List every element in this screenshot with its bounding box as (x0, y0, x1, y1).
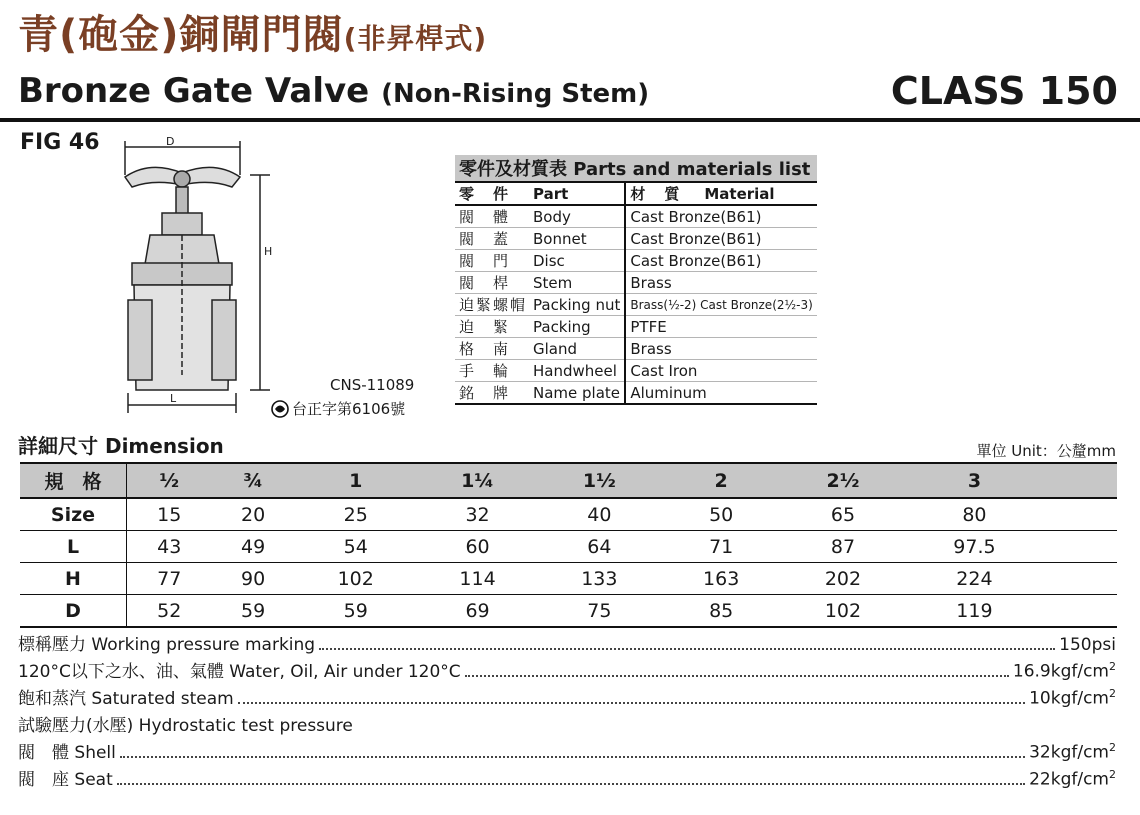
size-header-cell: ½ (127, 463, 212, 498)
value-cell: 163 (660, 563, 782, 595)
part-cell (455, 338, 625, 360)
spec-value-exponent: 2 (1109, 741, 1116, 755)
spacer-cell (1045, 498, 1117, 531)
cns-standard: CNS-11089 (330, 376, 415, 394)
part-cell (455, 272, 625, 294)
material-cell: Aluminum (625, 382, 816, 405)
value-cell: 202 (782, 563, 904, 595)
value-cell: 90 (211, 563, 294, 595)
part-header-en: Part (533, 185, 569, 203)
value-cell: 52 (127, 595, 212, 628)
registration-text: 台正字第6106號 (292, 400, 406, 418)
spacer-cell (1045, 595, 1117, 628)
part-cn: 閥 體 (459, 208, 511, 226)
spec-value (1029, 741, 1116, 763)
part-en: Bonnet (533, 230, 587, 248)
english-title-main: Bronze Gate Valve (18, 71, 370, 111)
value-cell: 59 (211, 595, 294, 628)
leader-dots (238, 702, 1025, 704)
table-row (455, 338, 817, 360)
value-cell: 59 (295, 595, 417, 628)
value-cell: 114 (417, 563, 539, 595)
spec-row (18, 630, 1116, 657)
part-cn: 閥 門 (459, 252, 511, 270)
class-label: CLASS 150 (890, 69, 1118, 113)
material-cell: Cast Bronze(B61) (625, 250, 816, 272)
table-row (20, 563, 1117, 595)
value-cell: 50 (660, 498, 782, 531)
spacer-cell (1045, 563, 1117, 595)
part-cell (455, 250, 625, 272)
spec-value (1013, 660, 1116, 682)
part-header-cn: 零 件 (459, 185, 511, 203)
spec-value (1029, 768, 1116, 790)
spec-label: 飽和蒸汽 Saturated steam (18, 689, 234, 709)
pressure-specs (18, 630, 1116, 792)
table-row (455, 205, 817, 228)
value-cell: 224 (904, 563, 1045, 595)
spec-value (1029, 687, 1116, 709)
value-cell: 97.5 (904, 531, 1045, 563)
material-cell: PTFE (625, 316, 816, 338)
spec-value: 150psi (1059, 635, 1116, 655)
unit-label: 單位 Unit：公釐mm (976, 442, 1116, 460)
value-cell: 75 (538, 595, 660, 628)
material-column-header (625, 182, 816, 205)
value-cell: 71 (660, 531, 782, 563)
spec-row (18, 684, 1116, 711)
size-header-cell: ¾ (211, 463, 294, 498)
spec-value-exponent: 2 (1109, 687, 1116, 701)
size-header-cell: 1¼ (417, 463, 539, 498)
value-cell: 49 (211, 531, 294, 563)
material-cell: Cast Iron (625, 360, 816, 382)
parts-table-header-row (455, 182, 817, 205)
spec-label: 閥 座 Seat (18, 770, 113, 790)
spacer-cell (1045, 463, 1117, 498)
value-cell: 64 (538, 531, 660, 563)
part-en: Packing (533, 318, 591, 336)
header-divider (0, 118, 1140, 122)
certification-logo-icon (270, 399, 290, 419)
value-cell: 15 (127, 498, 212, 531)
valve-drawing (110, 135, 360, 415)
value-cell: 54 (295, 531, 417, 563)
part-cn: 銘 牌 (459, 384, 511, 402)
spec-row (18, 738, 1116, 765)
spec-value-number: 10kgf/cm (1029, 689, 1109, 709)
value-cell: 85 (660, 595, 782, 628)
value-cell: 25 (295, 498, 417, 531)
spec-row (18, 765, 1116, 792)
leader-dots (117, 783, 1025, 785)
part-en: Disc (533, 252, 565, 270)
table-row (20, 595, 1117, 628)
spec-label: 標稱壓力 Working pressure marking (18, 635, 316, 655)
part-cn: 迫 緊 (459, 318, 511, 336)
material-cell: Brass(½-2) Cast Bronze(2½-3) (625, 294, 816, 316)
dimension-table (20, 462, 1117, 628)
material-cell: Brass (625, 272, 816, 294)
row-label: H (20, 563, 127, 595)
value-cell: 119 (904, 595, 1045, 628)
dim-d-label: D (166, 135, 175, 148)
table-row (455, 360, 817, 382)
value-cell: 60 (417, 531, 539, 563)
material-cell: Cast Bronze(B61) (625, 228, 816, 250)
part-cell (455, 382, 625, 405)
registration-mark (270, 398, 405, 419)
part-en: Name plate (533, 384, 621, 402)
part-en: Body (533, 208, 571, 226)
size-header-cell: 2 (660, 463, 782, 498)
part-cn: 格 南 (459, 340, 511, 358)
part-cn: 閥 蓋 (459, 230, 511, 248)
leader-dots (319, 648, 1055, 650)
value-cell: 43 (127, 531, 212, 563)
leader-dots (120, 756, 1025, 758)
size-header-cell: 1½ (538, 463, 660, 498)
english-title (18, 68, 649, 117)
spec-row (18, 711, 1116, 738)
part-cell (455, 205, 625, 228)
value-cell: 77 (127, 563, 212, 595)
table-row (455, 382, 817, 405)
part-en: Gland (533, 340, 578, 358)
value-cell: 65 (782, 498, 904, 531)
chinese-title-sub: (非昇桿式) (343, 22, 488, 55)
dimension-title: 詳細尺寸 Dimension (18, 434, 224, 458)
figure-label: FIG 46 (20, 130, 100, 155)
material-header-en: Material (704, 185, 775, 203)
part-en: Handwheel (533, 362, 617, 380)
row-label: Size (20, 498, 127, 531)
spec-label: 試驗壓力(水壓) Hydrostatic test pressure (18, 716, 353, 736)
value-cell: 40 (538, 498, 660, 531)
spec-value-number: 32kgf/cm (1029, 743, 1109, 763)
row-label: 規 格 (20, 463, 127, 498)
table-row (20, 498, 1117, 531)
chinese-title-main: 青(砲金)銅閘門閥 (18, 12, 344, 58)
part-cell (455, 316, 625, 338)
spec-label: 閥 體 Shell (18, 743, 116, 763)
dim-h-label: H (264, 245, 273, 258)
spec-value-number: 16.9kgf/cm (1012, 662, 1109, 682)
table-row (20, 531, 1117, 563)
spacer-cell (1045, 531, 1117, 563)
value-cell: 87 (782, 531, 904, 563)
dim-l-label: L (170, 392, 177, 405)
dimension-header-row (20, 463, 1117, 498)
row-label: D (20, 595, 127, 628)
leader-dots (465, 675, 1009, 677)
part-cn: 手 輪 (459, 362, 511, 380)
size-header-cell: 2½ (782, 463, 904, 498)
size-header-cell: 1 (295, 463, 417, 498)
value-cell: 69 (417, 595, 539, 628)
spec-label: 120°C以下之水、油、氣體 Water, Oil, Air under 120°C (18, 662, 461, 682)
material-cell: Cast Bronze(B61) (625, 205, 816, 228)
table-row (455, 294, 817, 316)
parts-materials-table (455, 155, 817, 405)
part-en: Packing nut (533, 296, 621, 314)
spec-row (18, 657, 1116, 684)
part-cn: 迫緊螺帽 (459, 296, 528, 314)
table-row (455, 228, 817, 250)
table-row (455, 316, 817, 338)
part-cell (455, 294, 625, 316)
spec-value-number: 22kgf/cm (1029, 770, 1109, 790)
material-cell: Brass (625, 338, 816, 360)
value-cell: 80 (904, 498, 1045, 531)
part-column-header (455, 182, 625, 205)
spec-value-exponent: 2 (1109, 660, 1116, 674)
material-header-cn: 材 質 (630, 185, 682, 203)
value-cell: 20 (211, 498, 294, 531)
english-title-sub: (Non-Rising Stem) (381, 79, 650, 109)
value-cell: 102 (782, 595, 904, 628)
table-row (455, 250, 817, 272)
part-cell (455, 360, 625, 382)
size-header-cell: 3 (904, 463, 1045, 498)
parts-table-title: 零件及材質表 Parts and materials list (455, 155, 817, 182)
parts-table-title-row (455, 155, 817, 182)
row-label: L (20, 531, 127, 563)
part-en: Stem (533, 274, 573, 292)
part-cn: 閥 桿 (459, 274, 511, 292)
value-cell: 32 (417, 498, 539, 531)
part-cell (455, 228, 625, 250)
value-cell: 102 (295, 563, 417, 595)
chinese-title (18, 10, 487, 64)
table-row (455, 272, 817, 294)
value-cell: 133 (538, 563, 660, 595)
spec-value-exponent: 2 (1109, 768, 1116, 782)
